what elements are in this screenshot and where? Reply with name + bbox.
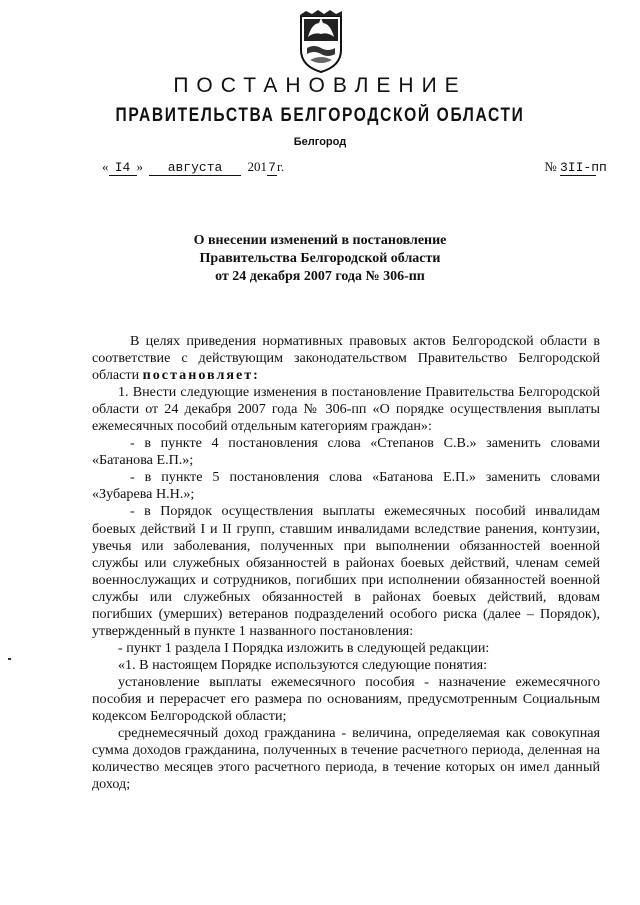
open-quote: « <box>102 159 109 174</box>
close-quote: » <box>136 159 143 174</box>
clause-1-paragraph: 1. Внести следующие изменения в постановление Правительства Белгородской области от 24 декабря 2007 года № 306-пп «О порядке осуществления выплаты ежемесячных пособий отдельным категориям граждан»: <box>92 384 600 435</box>
title-line-2: Правительства Белгородской области <box>199 251 441 266</box>
date-month: августа <box>149 160 241 176</box>
year-suffix: 7 <box>268 160 276 175</box>
document-title <box>0 232 640 286</box>
change-item-1: - в пункте 4 постановления слова «Степанов С.В.» заменить словами «Батанова Е.П.»; <box>92 435 600 469</box>
date-day: I4 <box>109 160 137 176</box>
number-label: № <box>544 159 557 174</box>
document-type: ПОСТАНОВЛЕНИЕ <box>173 74 467 97</box>
margin-mark <box>8 658 11 660</box>
preamble-paragraph <box>92 333 600 384</box>
year-end: г. <box>277 159 285 174</box>
preamble-text: В целях приведения нормативных правовых актов Белгородской области в соответствие с действующим законодательством Правительство Белгородской области <box>92 333 600 384</box>
resolves-keyword: постановляет: <box>142 367 260 384</box>
change-item-3: - в Порядок осуществления выплаты ежемесячных пособий инвалидам боевых действий I и II групп, ставшим инвалидами вследствие ранения, контузии, увечья или заболевания, полученных при выполнении обязанностей военной службы или служебных обязанностей в районах боевых действий, членам семей военнослужащих и сотрудников, погибших при исполнении обязанностей военной службы или служебных обязанностей в районах боевых действий, вдовам погибших (умерших) ветеранов подразделений особого риска (далее – Порядок), утвержденный в пункте 1 названного постановления: <box>92 503 600 639</box>
date-and-number-line <box>102 159 607 179</box>
change-item-4: - пункт 1 раздела I Порядка изложить в следующей редакции: <box>118 639 490 656</box>
definition-average-income: среднемесячный доход гражданина - величина, определяемая как совокупная сумма доходов гражданина, полученных в течение расчетного периода, деленная на количество месяцев этого расчетного периода, в течение которых он имел данный доход; <box>92 725 600 793</box>
new-wording-intro: «1. В настоящем Порядке используются следующие понятия: <box>118 656 488 673</box>
document-date <box>102 159 284 176</box>
document-number <box>544 159 607 176</box>
city-name: Белгород <box>293 136 347 148</box>
change-item-2: - в пункте 5 постановления слова «Батанова Е.П.» заменить словами «Зубарева Н.Н.»; <box>92 469 600 503</box>
number-value: 3II-пп <box>560 160 607 175</box>
document-body <box>92 333 600 793</box>
definition-establishing-payment: установление выплаты ежемесячного пособия - назначение ежемесячного пособия и перерасчет его размера по основаниям, предусмотренным Социальным кодексом Белгородской области; <box>92 673 600 725</box>
title-line-1: О внесении изменений в постановление <box>193 233 447 248</box>
title-line-3: от 24 декабря 2007 года № 306-пп <box>215 269 425 284</box>
belgorod-region-coat-of-arms-icon <box>298 10 344 74</box>
year-prefix: 201 <box>247 159 267 174</box>
issuing-authority: ПРАВИТЕЛЬСТВА БЕЛГОРОДСКОЙ ОБЛАСТИ <box>115 105 525 126</box>
